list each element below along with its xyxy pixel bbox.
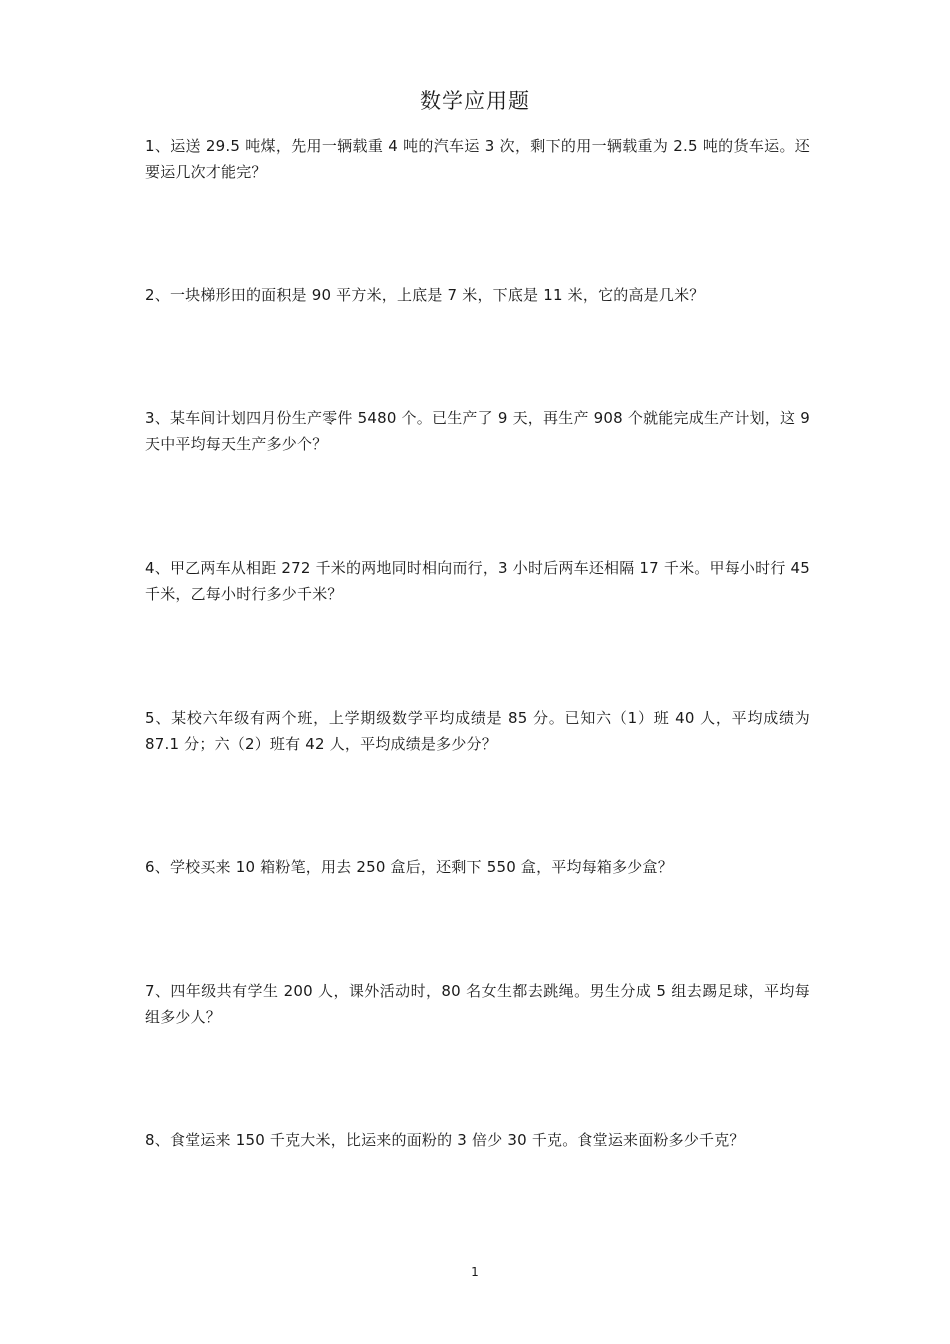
problem-4: 4、甲乙两车从相距 272 千米的两地同时相向而行，3 小时后两车还相隔 17 千米。甲每小时行 45 千米，乙每小时行多少千米？ <box>145 559 810 603</box>
page-number: 1 <box>471 1265 479 1279</box>
problem-8: 8、食堂运来 150 千克大米，比运来的面粉的 3 倍少 30 千克。食堂运来面粉多少千克？ <box>145 1131 745 1149</box>
problem-5: 5、某校六年级有两个班，上学期级数学平均成绩是 85 分。已知六（1）班 40 人，平均成绩为 87.1 分；六（2）班有 42 人，平均成绩是多少分？ <box>145 709 810 753</box>
problem-7: 7、四年级共有学生 200 人，课外活动时，80 名女生都去跳绳。男生分成 5 组去踢足球，平均每组多少人？ <box>145 982 810 1026</box>
problem-3: 3、某车间计划四月份生产零件 5480 个。已生产了 9 天，再生产 908 个就能完成生产计划，这 9 天中平均每天生产多少个？ <box>145 409 810 453</box>
problem-6: 6、学校买来 10 箱粉笔，用去 250 盒后，还剩下 550 盒，平均每箱多少盒？ <box>145 858 673 876</box>
problem-1: 1、运送 29.5 吨煤，先用一辆载重 4 吨的汽车运 3 次，剩下的用一辆载重为 2.5 吨的货车运。还要运几次才能完？ <box>145 137 810 181</box>
page-title: 数学应用题 <box>420 89 530 113</box>
problem-2: 2、一块梯形田的面积是 90 平方米，上底是 7 米，下底是 11 米，它的高是几米？ <box>145 286 705 304</box>
